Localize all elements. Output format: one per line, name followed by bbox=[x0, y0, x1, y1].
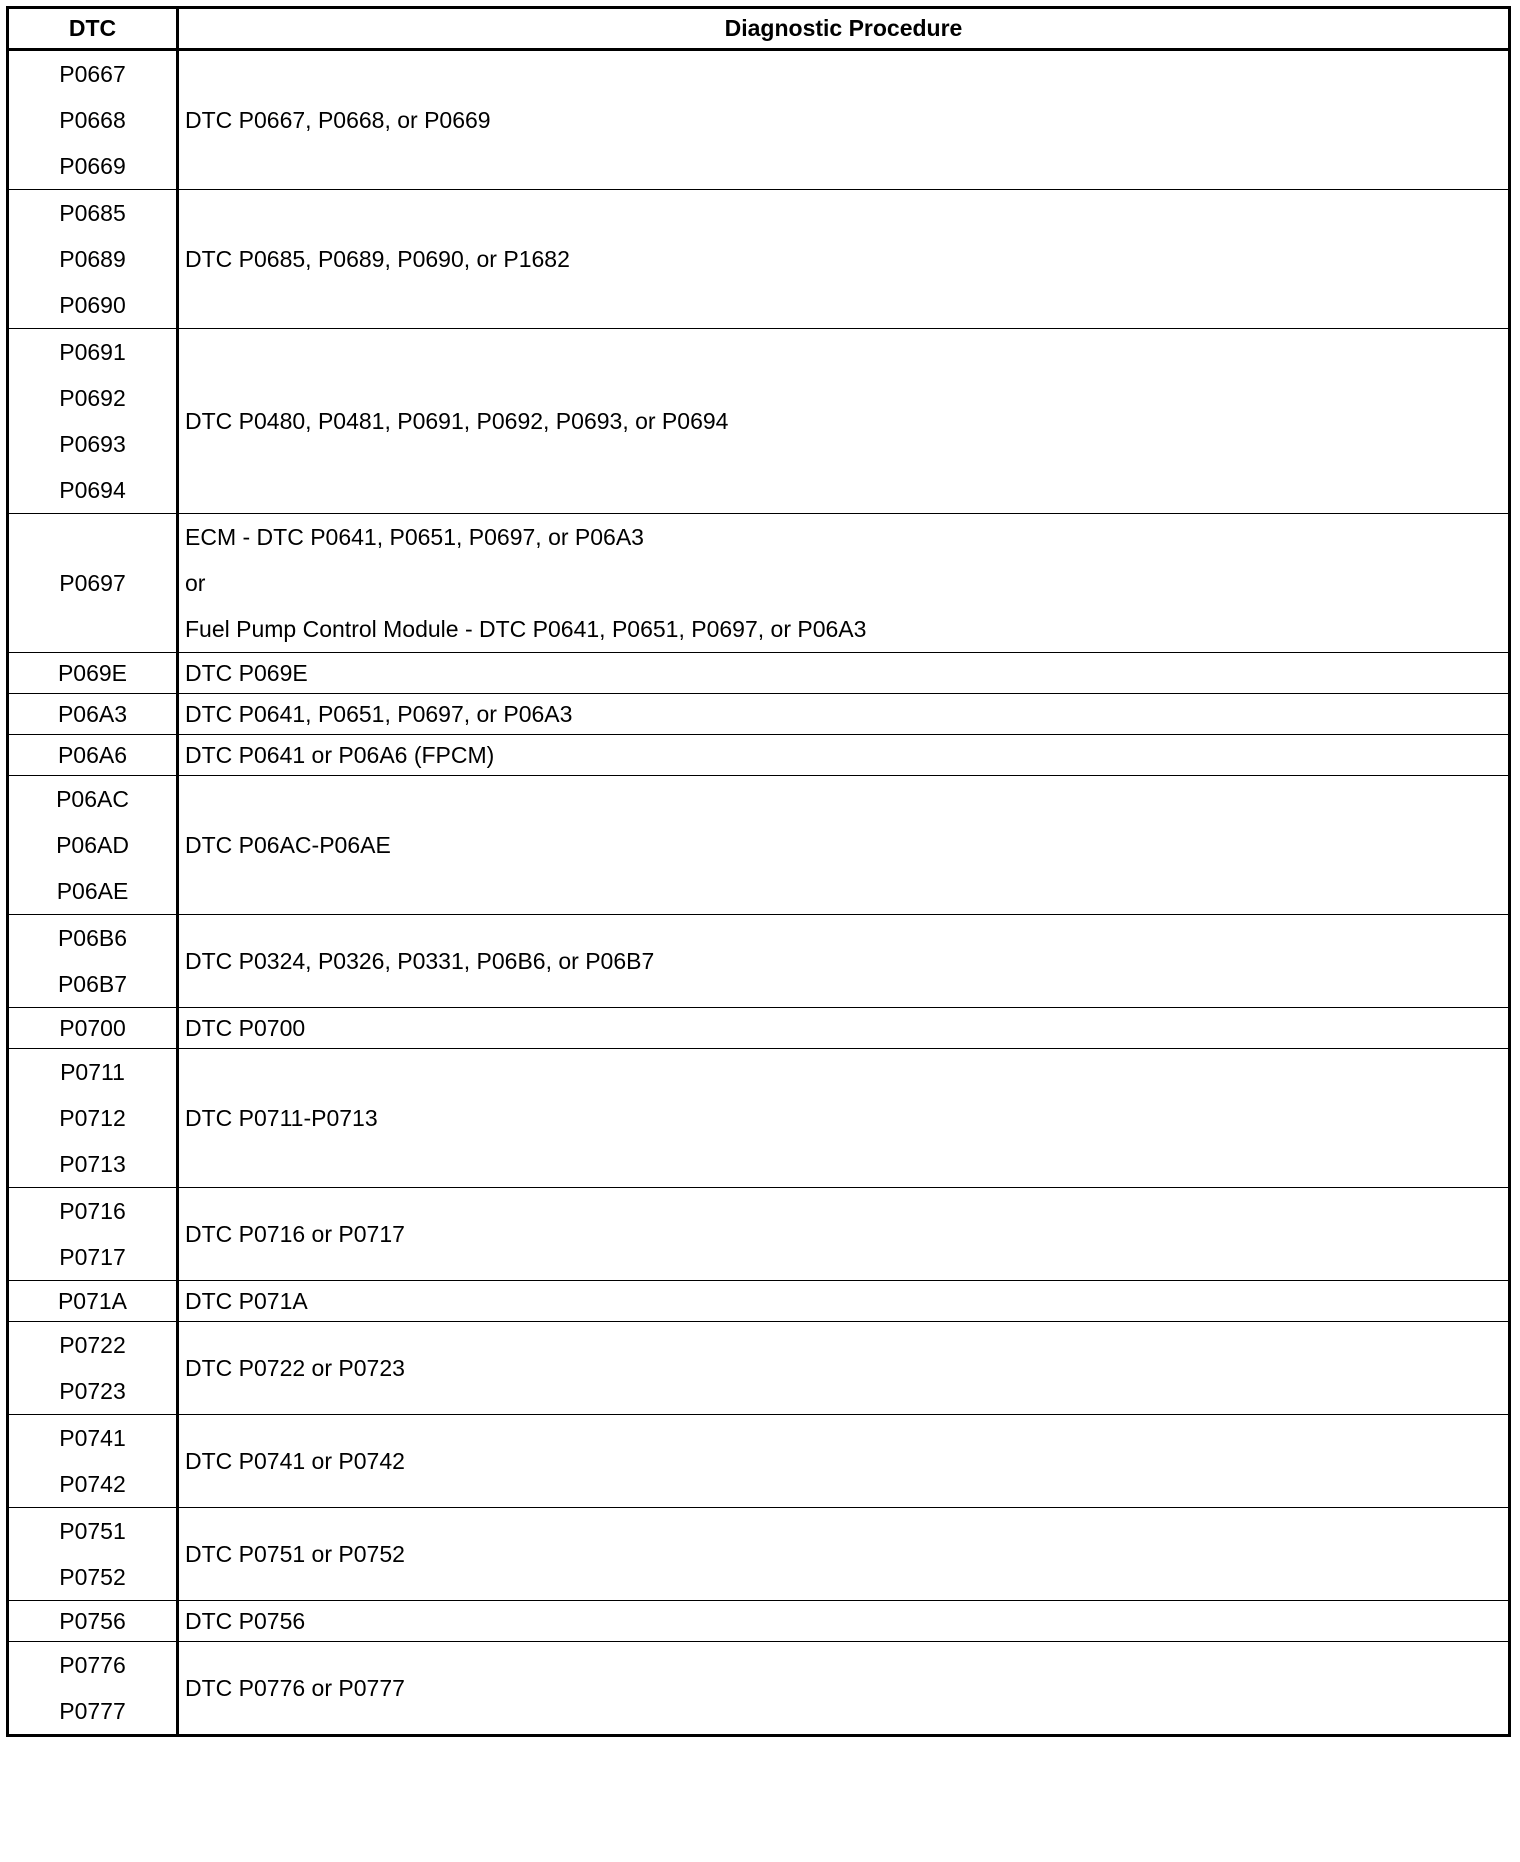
dtc-cell bbox=[8, 329, 178, 514]
procedure-text: DTC P0722 or P0723 bbox=[185, 1355, 405, 1381]
dtc-cell bbox=[8, 1008, 178, 1049]
header-row bbox=[8, 8, 1510, 50]
dtc-code: P0690 bbox=[59, 292, 126, 318]
dtc-cell bbox=[8, 1281, 178, 1322]
procedure-cell bbox=[178, 1322, 1510, 1415]
procedure-cell bbox=[178, 1281, 1510, 1322]
dtc-code: P06A6 bbox=[57, 742, 128, 768]
dtc-code: P06AD bbox=[56, 832, 129, 858]
procedure-text: DTC P0711-P0713 bbox=[185, 1105, 378, 1131]
procedure-cell bbox=[178, 694, 1510, 735]
table-row bbox=[8, 776, 1510, 915]
table-row bbox=[8, 1188, 1510, 1281]
procedure-text: DTC P0751 or P0752 bbox=[185, 1541, 405, 1567]
dtc-code: P0723 bbox=[59, 1378, 126, 1404]
dtc-code: P071A bbox=[57, 1288, 128, 1314]
procedure-text: DTC P0700 bbox=[185, 1015, 306, 1041]
procedure-cell bbox=[178, 1008, 1510, 1049]
table-row bbox=[8, 1049, 1510, 1188]
dtc-code: P06B7 bbox=[57, 971, 128, 997]
procedure-cell bbox=[178, 1601, 1510, 1642]
dtc-code: P06AE bbox=[56, 878, 129, 904]
dtc-code: P0700 bbox=[59, 1015, 126, 1041]
dtc-cell bbox=[8, 190, 178, 329]
table-row bbox=[8, 50, 1510, 190]
procedure-cell bbox=[178, 514, 1510, 653]
dtc-cell bbox=[8, 514, 178, 653]
dtc-code: P0716 bbox=[59, 1198, 126, 1224]
table-row bbox=[8, 735, 1510, 776]
table-row bbox=[8, 1508, 1510, 1601]
dtc-code: P06B6 bbox=[57, 925, 128, 951]
procedure-cell bbox=[178, 735, 1510, 776]
procedure-text: ECM - DTC P0641, P0651, P0697, or P06A3 bbox=[185, 524, 644, 550]
dtc-code: P0668 bbox=[59, 107, 126, 133]
header-dtc: DTC bbox=[8, 8, 178, 50]
dtc-code: P0669 bbox=[59, 153, 126, 179]
dtc-cell bbox=[8, 1508, 178, 1601]
procedure-cell bbox=[178, 776, 1510, 915]
table-body bbox=[8, 50, 1510, 1736]
table-row bbox=[8, 1281, 1510, 1322]
dtc-code: P0777 bbox=[59, 1698, 126, 1724]
table-row bbox=[8, 915, 1510, 1008]
table-row bbox=[8, 1642, 1510, 1736]
dtc-code: P0711 bbox=[60, 1059, 125, 1085]
dtc-cell bbox=[8, 50, 178, 190]
dtc-cell bbox=[8, 653, 178, 694]
dtc-code: P0742 bbox=[59, 1471, 126, 1497]
dtc-code: P069E bbox=[57, 660, 128, 686]
procedure-text: DTC P0667, P0668, or P0669 bbox=[185, 107, 491, 133]
dtc-code: P06AC bbox=[56, 786, 129, 812]
procedure-text: DTC P0716 or P0717 bbox=[185, 1221, 405, 1247]
dtc-code: P0776 bbox=[59, 1652, 126, 1678]
procedure-cell bbox=[178, 1188, 1510, 1281]
dtc-cell bbox=[8, 1322, 178, 1415]
procedure-text: DTC P06AC-P06AE bbox=[185, 832, 391, 858]
dtc-code: P0751 bbox=[59, 1518, 126, 1544]
dtc-code: P0712 bbox=[59, 1105, 126, 1131]
table-row bbox=[8, 1415, 1510, 1508]
procedure-cell bbox=[178, 329, 1510, 514]
dtc-cell bbox=[8, 1415, 178, 1508]
table-row bbox=[8, 1008, 1510, 1049]
table-row bbox=[8, 514, 1510, 653]
dtc-code: P0692 bbox=[59, 385, 126, 411]
dtc-code: P0713 bbox=[59, 1151, 126, 1177]
dtc-code: P0694 bbox=[59, 477, 126, 503]
procedure-text: DTC P0324, P0326, P0331, P06B6, or P06B7 bbox=[185, 948, 655, 974]
procedure-text: DTC P0741 or P0742 bbox=[185, 1448, 405, 1474]
dtc-code: P0741 bbox=[59, 1425, 126, 1451]
dtc-code: P06A3 bbox=[57, 701, 128, 727]
procedure-text: DTC P0756 bbox=[185, 1608, 306, 1634]
procedure-cell bbox=[178, 915, 1510, 1008]
dtc-table bbox=[6, 6, 1511, 1737]
dtc-cell bbox=[8, 1601, 178, 1642]
dtc-code: P0689 bbox=[59, 246, 126, 272]
table-row bbox=[8, 653, 1510, 694]
dtc-code: P0722 bbox=[59, 1332, 126, 1358]
procedure-cell bbox=[178, 653, 1510, 694]
procedure-cell bbox=[178, 1508, 1510, 1601]
dtc-code: P0685 bbox=[59, 200, 126, 226]
procedure-text: DTC P0776 or P0777 bbox=[185, 1675, 405, 1701]
dtc-cell bbox=[8, 694, 178, 735]
procedure-text: or bbox=[185, 570, 206, 596]
header-diagnostic-procedure: Diagnostic Procedure bbox=[178, 8, 1510, 50]
dtc-code: P0697 bbox=[59, 570, 126, 596]
dtc-cell bbox=[8, 776, 178, 915]
procedure-text: DTC P0480, P0481, P0691, P0692, P0693, or P0694 bbox=[185, 408, 729, 434]
procedure-text: Fuel Pump Control Module - DTC P0641, P0651, P0697, or P06A3 bbox=[185, 616, 867, 642]
procedure-cell bbox=[178, 1642, 1510, 1736]
table-row bbox=[8, 1601, 1510, 1642]
dtc-code: P0693 bbox=[59, 431, 126, 457]
procedure-text: DTC P0685, P0689, P0690, or P1682 bbox=[185, 246, 570, 272]
dtc-cell bbox=[8, 1049, 178, 1188]
table-row bbox=[8, 694, 1510, 735]
procedure-text: DTC P071A bbox=[185, 1288, 308, 1314]
dtc-code: P0756 bbox=[59, 1608, 126, 1634]
dtc-code: P0691 bbox=[59, 339, 126, 365]
procedure-cell bbox=[178, 1049, 1510, 1188]
procedure-cell bbox=[178, 50, 1510, 190]
dtc-code: P0752 bbox=[59, 1564, 126, 1590]
dtc-cell bbox=[8, 915, 178, 1008]
procedure-text: DTC P069E bbox=[185, 660, 308, 686]
procedure-text: DTC P0641 or P06A6 (FPCM) bbox=[185, 742, 495, 768]
procedure-text: DTC P0641, P0651, P0697, or P06A3 bbox=[185, 701, 573, 727]
dtc-code: P0717 bbox=[59, 1244, 126, 1270]
table-row bbox=[8, 190, 1510, 329]
dtc-cell bbox=[8, 735, 178, 776]
procedure-cell bbox=[178, 1415, 1510, 1508]
table-row bbox=[8, 329, 1510, 514]
procedure-cell bbox=[178, 190, 1510, 329]
table-row bbox=[8, 1322, 1510, 1415]
dtc-cell bbox=[8, 1642, 178, 1736]
dtc-cell bbox=[8, 1188, 178, 1281]
dtc-code: P0667 bbox=[59, 61, 126, 87]
